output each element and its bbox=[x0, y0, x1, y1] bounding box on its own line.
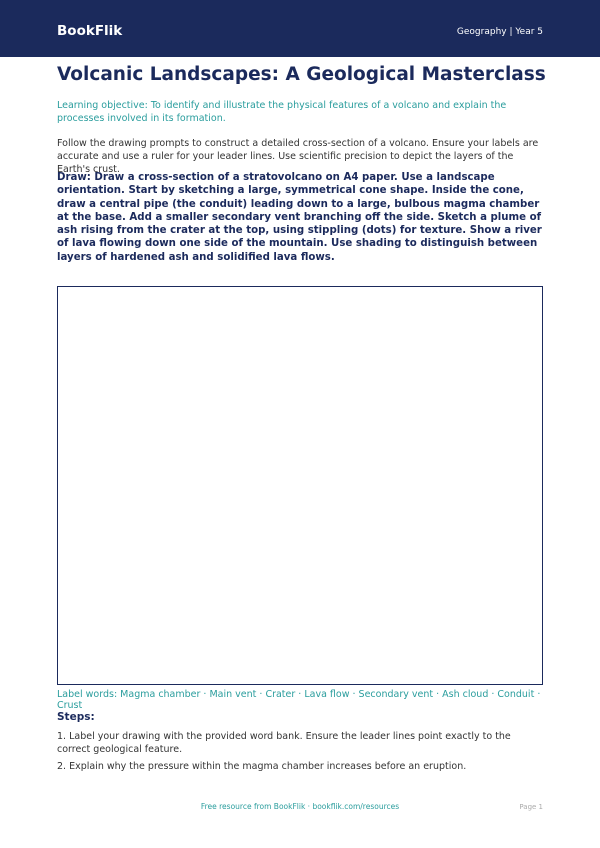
word-bank: Label words: Magma chamber · Main vent · Crater · Lava flow · Secondary vent · Ash cloud · Conduit · Crust bbox=[57, 689, 541, 711]
intro-paragraph: Follow the drawing prompts to construct a detailed cross-section of a volcano. Ensure your labels are accurate and use a ruler for your leader lines. Use scientific precision to depict the layers of the Earth's crust. bbox=[57, 138, 539, 175]
step-item: 1. Label your drawing with the provided word bank. Ensure the leader lines point exactly to the correct geological feature. bbox=[57, 731, 511, 755]
step-item: 2. Explain why the pressure within the magma chamber increases before an eruption. bbox=[57, 761, 467, 772]
brand-logo-text[interactable]: BookFlik bbox=[57, 23, 123, 39]
footer-link[interactable]: Free resource from BookFlik · bookflik.com/resources bbox=[200, 802, 400, 811]
drawing-area[interactable] bbox=[57, 286, 543, 685]
page-number: Page 1 bbox=[519, 803, 543, 811]
learning-objective: Learning objective: To identify and illustrate the physical features of a volcano and explain the processes involved in its formation. bbox=[57, 100, 507, 124]
page-title: Volcanic Landscapes: A Geological Masterclass bbox=[57, 64, 546, 85]
steps-heading: Steps: bbox=[57, 711, 95, 723]
draw-instructions: Draw: Draw a cross-section of a stratovolcano on A4 paper. Use a landscape orientation. Start by sketching a large, symmetrical cone shape. Inside the cone, draw a central pipe (the conduit) leading down to a large, bulbous magma chamber at the base. Add a smaller secondary vent branching off the side. Sketch a plume of ash rising from the crater at the top, using stippling (dots) for texture. Show a river of lava flowing down one side of the mountain. Use shading to distinguish between layers of hardened ash and solidified lava flows. bbox=[57, 172, 542, 263]
subject-label: Geography | Year 5 bbox=[456, 27, 543, 37]
header-bar bbox=[0, 0, 600, 57]
